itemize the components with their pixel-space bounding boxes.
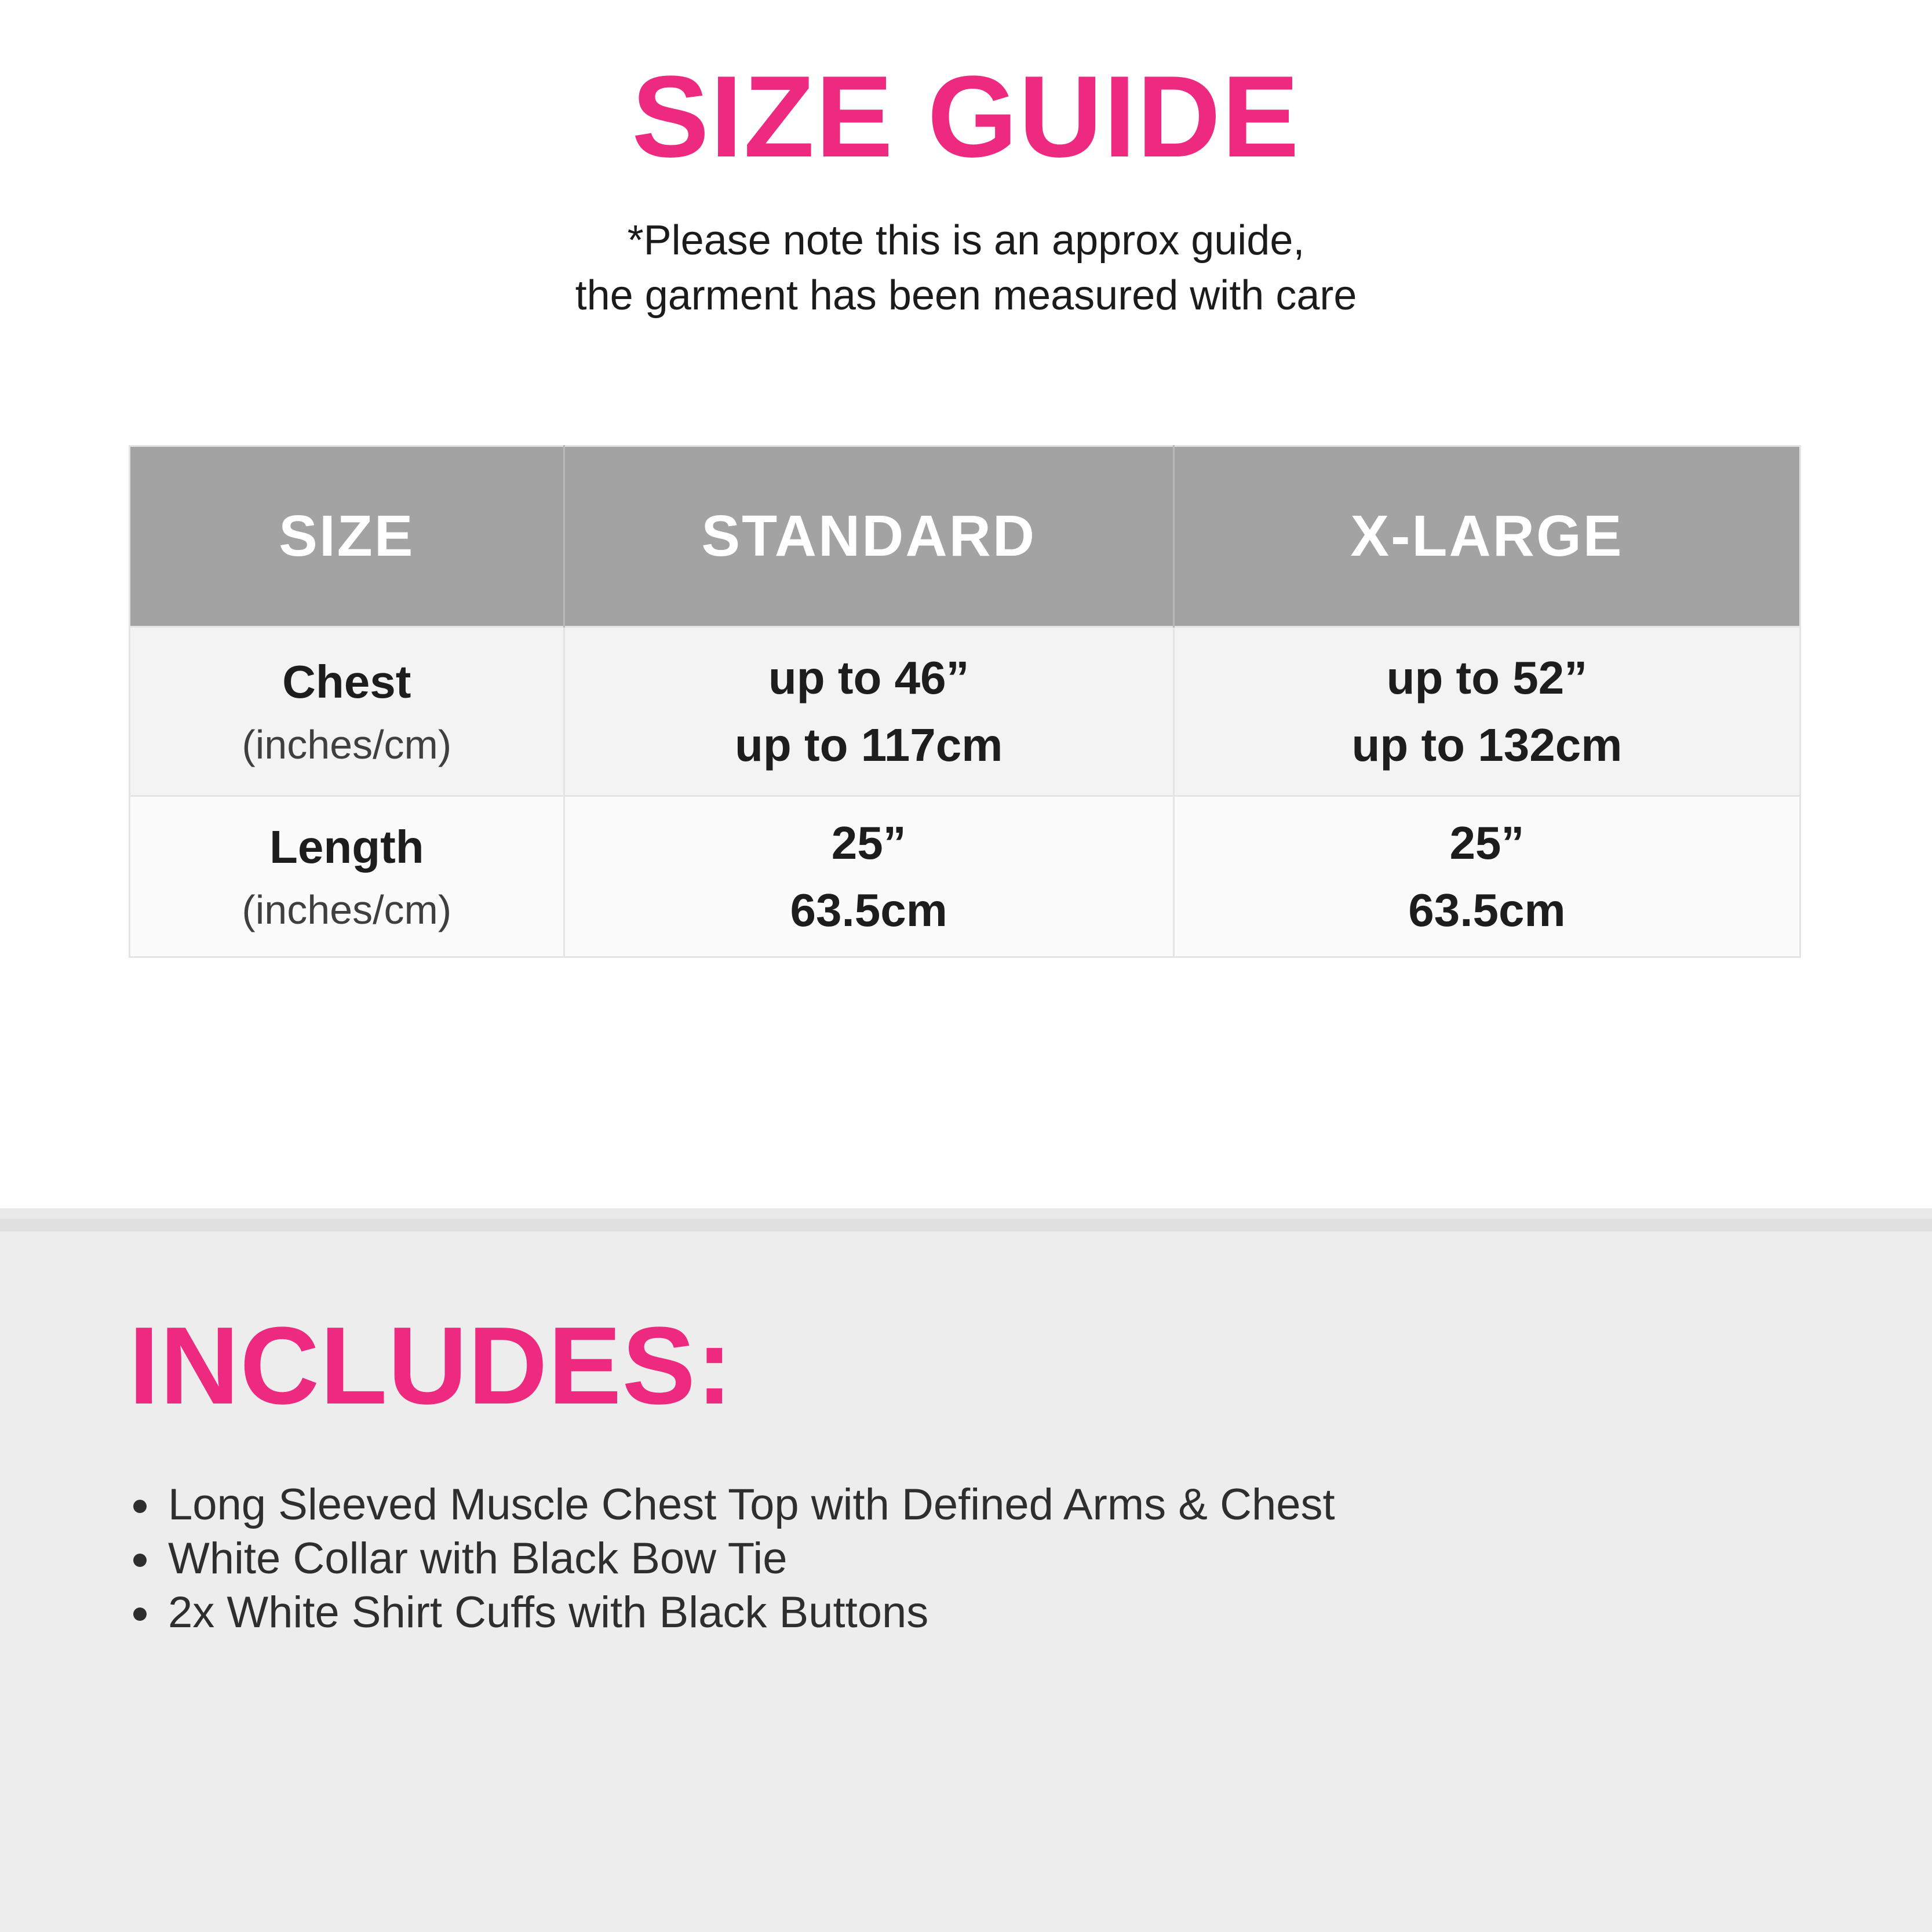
includes-heading: INCLUDES: [129,1304,734,1427]
column-header-xlarge: X-LARGE [1173,446,1800,627]
length-label-cell [130,796,564,957]
includes-item-collar-bowtie: • White Collar with Black Bow Tie [163,1532,1728,1585]
chest-label-cell [130,627,564,796]
includes-section [0,1231,1932,1932]
length-standard-cell [564,796,1173,957]
length-xlarge-inches: 25” [1449,816,1525,869]
chest-xlarge-cm: up to 132cm [1351,719,1623,771]
chest-standard-cm: up to 117cm [735,719,1003,771]
column-header-standard: STANDARD [564,446,1173,627]
table-row-length [130,796,1800,957]
approx-guide-note [0,213,1932,323]
size-table [129,445,1801,958]
section-divider-light [0,1208,1932,1219]
includes-list [129,1478,1728,1639]
chest-xlarge-cell [1173,627,1800,796]
note-line-2: the garment has been measured with care [575,272,1357,319]
table-row-chest [130,627,1800,796]
column-header-size: SIZE [130,446,564,627]
chest-label: Chest [282,655,411,708]
length-xlarge-cm: 63.5cm [1408,884,1566,936]
length-label: Length [269,821,424,873]
length-xlarge-cell [1173,796,1800,957]
chest-standard-inches: up to 46” [768,651,969,703]
length-standard-cm: 63.5cm [790,884,947,936]
includes-item-muscle-top: • Long Sleeved Muscle Chest Top with Defined Arms & Chest [163,1478,1728,1532]
chest-xlarge-inches: up to 52” [1386,651,1588,703]
chest-standard-cell [564,627,1173,796]
section-divider-shadow [0,1219,1932,1231]
size-table-header-row [130,446,1800,627]
chest-units: (inches/cm) [242,721,452,767]
note-line-1: *Please note this is an approx guide, [627,217,1305,264]
includes-item-shirt-cuffs: • 2x White Shirt Cuffs with Black Buttons [163,1585,1728,1639]
length-units: (inches/cm) [242,887,452,932]
page-title: SIZE GUIDE [632,52,1300,181]
length-standard-inches: 25” [831,816,906,869]
